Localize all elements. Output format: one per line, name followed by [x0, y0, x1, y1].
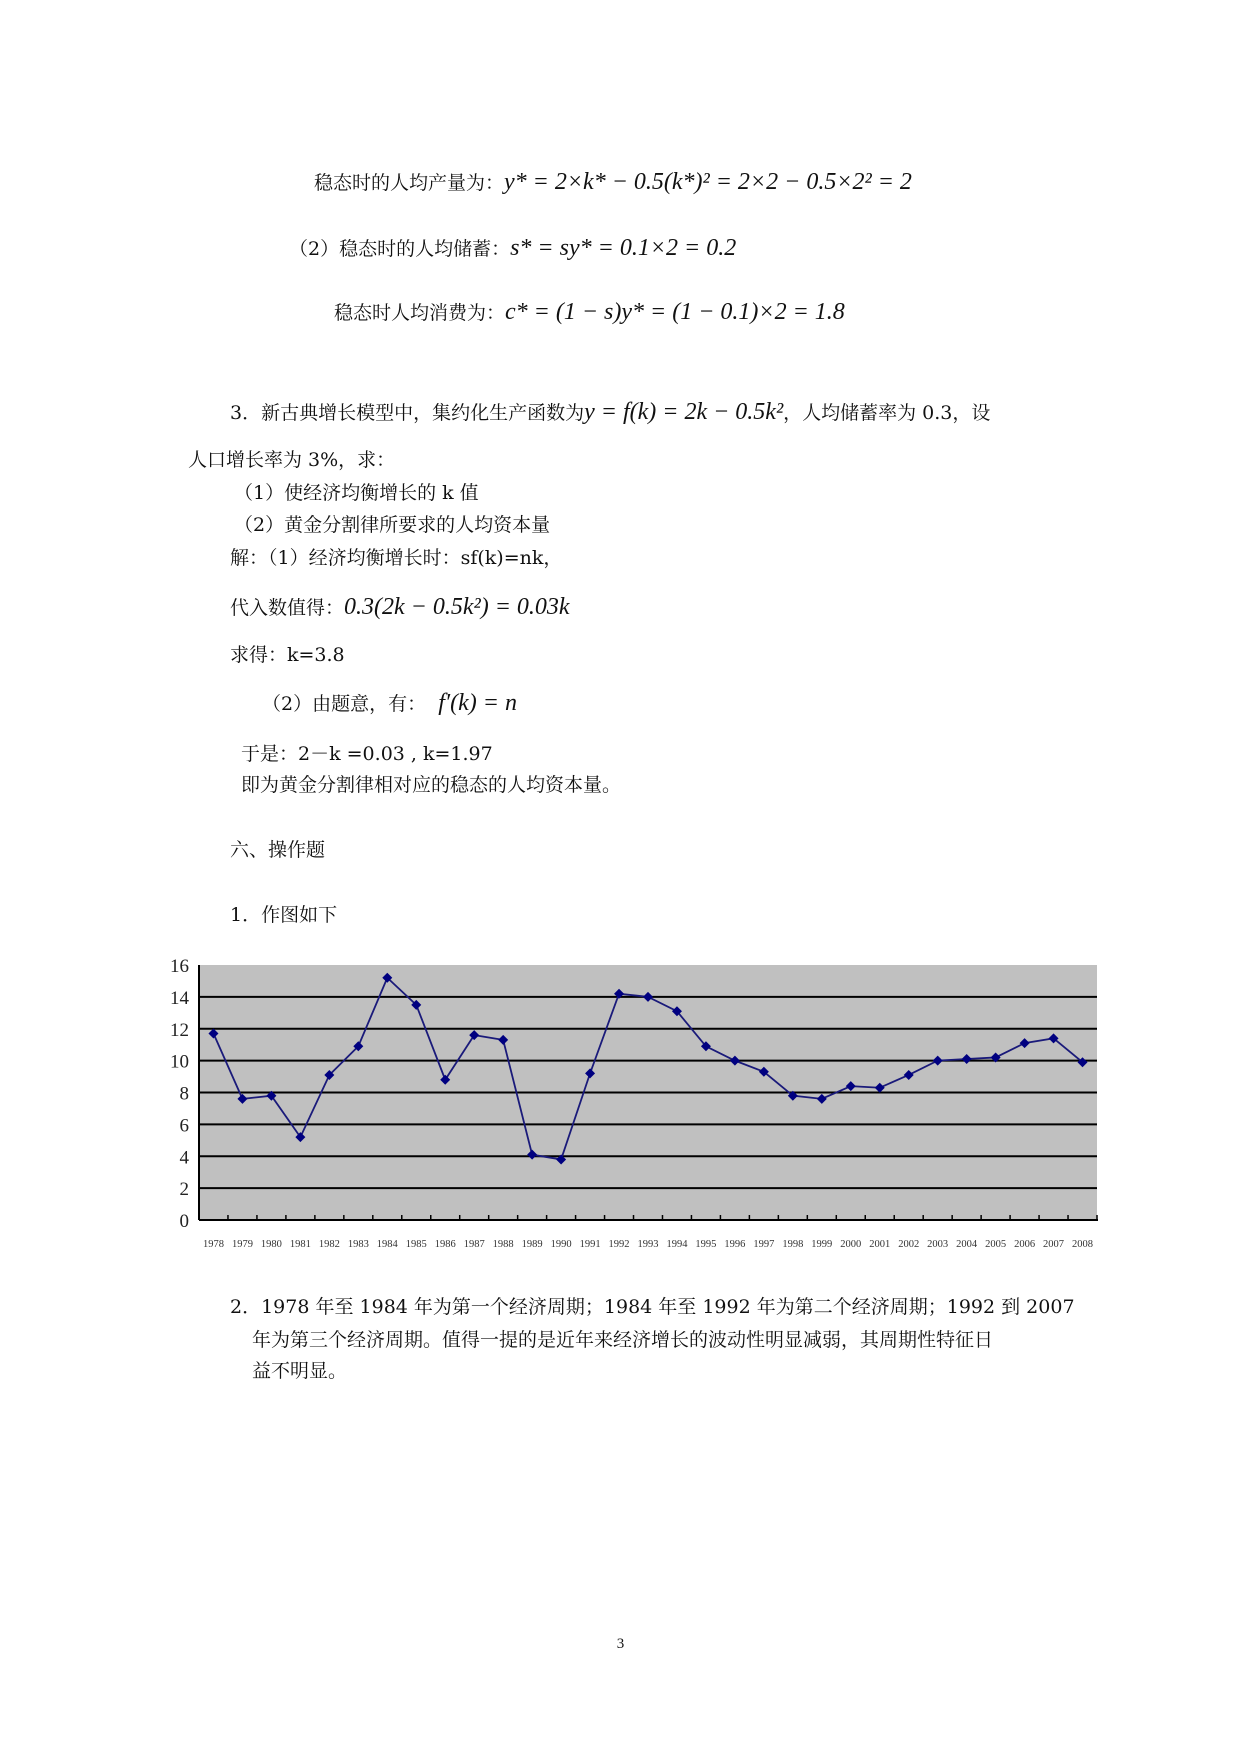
output-label: 稳态时的人均产量为：: [314, 172, 505, 194]
q3-formula: y = f(k) = 2k − 0.5k²: [584, 399, 784, 425]
section-heading: 六、操作题: [230, 839, 326, 861]
solution-1: 解：（1）经济均衡增长时：sf(k)=nk，: [230, 547, 563, 569]
substitution-label: 代入数值得：: [230, 597, 345, 619]
x-tick-label: 2002: [898, 1239, 920, 1250]
x-tick-label: 1979: [231, 1239, 253, 1250]
savings-label: （2）稳态时的人均储蓄：: [289, 238, 511, 260]
question-3: [230, 400, 990, 425]
x-tick-label: 1987: [463, 1239, 485, 1250]
x-tick-label: 2003: [927, 1239, 949, 1250]
substitution-formula: 0.3(2k − 0.5k²) = 0.03k: [344, 594, 570, 620]
x-tick-label: 1995: [695, 1239, 717, 1250]
consumption-label: 稳态时人均消费为：: [334, 302, 506, 324]
x-tick-label: 1998: [782, 1239, 804, 1250]
op-1: 1．作图如下: [230, 904, 338, 926]
solution-2: [262, 691, 517, 716]
y-tick-label: 4: [179, 1147, 189, 1169]
y-tick-label: 16: [170, 956, 189, 977]
result-1: 求得：k=3.8: [230, 644, 345, 666]
conclusion: 即为黄金分割律相对应的稳态的人均资本量。: [241, 774, 622, 796]
x-tick-label: 1984: [376, 1239, 398, 1250]
consumption-formula: c* = (1 − s)y* = (1 − 0.1)×2 = 1.8: [505, 299, 845, 325]
output-formula: y* = 2×k* − 0.5(k*)² = 2×2 − 0.5×2² = 2: [504, 169, 912, 195]
x-tick-label: 1989: [521, 1239, 543, 1250]
q3-text-c: 人口增长率为 3%，求：: [188, 449, 396, 471]
substitution-line: [230, 595, 570, 620]
x-tick-label: 1986: [434, 1239, 456, 1250]
op-2-line-3: 益不明显。: [252, 1360, 348, 1382]
y-tick-label: 0: [179, 1211, 189, 1232]
x-tick-label: 2008: [1072, 1239, 1094, 1250]
q3-text-b: ，人均储蓄率为 0.3，设: [783, 402, 991, 424]
result-2: 于是：2－k =0.03 , k=1.97: [241, 743, 493, 765]
solution-2-label: （2）由题意，有：: [262, 693, 427, 715]
x-tick-label: 1985: [405, 1239, 427, 1250]
x-tick-label: 1993: [637, 1239, 659, 1250]
x-tick-label: 2006: [1014, 1239, 1036, 1250]
growth-line-chart: [150, 950, 1110, 1260]
solution-2-formula: f′(k) = n: [438, 690, 517, 716]
y-tick-label: 14: [170, 987, 189, 1009]
y-tick-label: 2: [179, 1179, 189, 1201]
x-tick-label: 1994: [666, 1239, 688, 1250]
output-line: [314, 170, 912, 195]
op-2-line-2: 年为第三个经济周期。值得一提的是近年来经济增长的波动性明显减弱，其周期性特征日: [252, 1329, 994, 1351]
x-tick-label: 2005: [985, 1239, 1007, 1250]
op-2-line-1: 2．1978 年至 1984 年为第一个经济周期；1984 年至 1992 年为第二个经济周期；1992 到 2007: [230, 1296, 1075, 1318]
x-tick-label: 1990: [550, 1239, 572, 1250]
x-tick-label: 2001: [869, 1239, 891, 1250]
savings-line: [289, 236, 736, 261]
x-tick-label: 1981: [289, 1239, 311, 1250]
q3-part-2: （2）黄金分割律所要求的人均资本量: [234, 514, 551, 536]
x-tick-label: 1996: [724, 1239, 746, 1250]
x-tick-label: 1991: [579, 1239, 601, 1250]
x-tick-label: 1997: [753, 1239, 775, 1250]
y-tick-label: 6: [179, 1115, 189, 1137]
q3-part-1: （1）使经济均衡增长的 k 值: [234, 482, 479, 504]
savings-formula: s* = sy* = 0.1×2 = 0.2: [510, 235, 737, 261]
x-tick-label: 1980: [260, 1239, 282, 1250]
x-tick-label: 1983: [347, 1239, 369, 1250]
x-tick-label: 2004: [956, 1239, 978, 1250]
x-tick-label: 2000: [840, 1239, 862, 1250]
y-tick-label: 10: [170, 1051, 189, 1073]
x-tick-label: 1982: [318, 1239, 340, 1250]
x-tick-label: 1999: [811, 1239, 833, 1250]
y-tick-label: 8: [179, 1083, 189, 1105]
x-tick-label: 1978: [202, 1239, 224, 1250]
consumption-line: [334, 300, 845, 325]
q3-text: 3．新古典增长模型中，集约化生产函数为: [230, 402, 585, 424]
x-tick-label: 1992: [608, 1239, 630, 1250]
x-tick-label: 2007: [1043, 1239, 1065, 1250]
y-tick-label: 12: [170, 1019, 189, 1041]
x-tick-label: 1988: [492, 1239, 514, 1250]
page-number: 3: [616, 1636, 625, 1652]
